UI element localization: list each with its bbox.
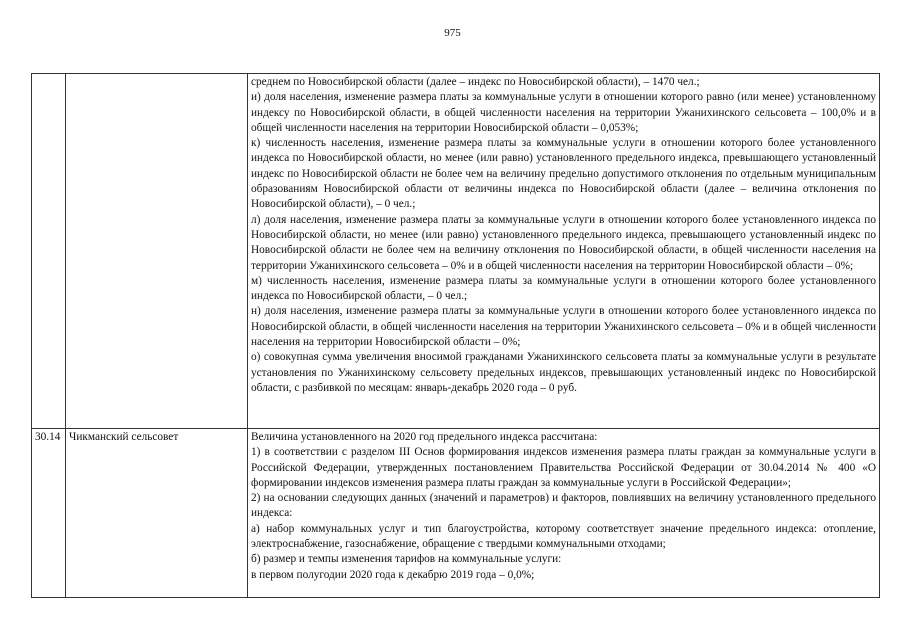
paragraph: 1) в соответствии с разделом III Основ формирования индексов изменения размера платы граждан за коммунальные услуги в Российской Федерации, утвержденных постановлением Правительства Российской Федерации от 30.04.2014 № 400 «О формировании индексов изменения размера платы граждан за коммунальные услуги в Российской Федерации»; bbox=[251, 446, 876, 489]
document-table bbox=[31, 73, 880, 598]
page-number: 975 bbox=[444, 27, 461, 39]
paragraph: и) доля населения, изменение размера платы за коммунальные услуги в отношении которого равно (или менее) установленному индексу по Новосибирской области, в общей численности населения на территории Ужанихинского сельсовета – 100,0% и в общей численности населения на территории Новосибирской области – 0,053%; bbox=[251, 91, 876, 134]
table-row bbox=[32, 429, 880, 598]
table-row bbox=[32, 74, 880, 429]
paragraph: в первом полугодии 2020 года к декабрю 2019 года – 0,0%; bbox=[251, 568, 535, 581]
municipality-name-cell bbox=[66, 74, 248, 429]
paragraph: м) численность населения, изменение размера платы за коммунальные услуги в отношении которого более установленного индекса по Новосибирской области, – 0 чел.; bbox=[251, 274, 876, 303]
paragraph: к) численность населения, изменение размера платы за коммунальные услуги в отношении которого более установленного индекса по Новосибирской области, но менее (или равно) установленного предельного индекса, превышающего установленный индекс по Новосибирской области не более чем на величину предельно допустимого отклонения по отдельным муниципальным образованиям Новосибирской области от величины индекса по Новосибирской области (далее – величина отклонения по Новосибирской области), – 0 чел.; bbox=[251, 137, 876, 211]
municipality-name-cell: Чикманский сельсовет bbox=[66, 429, 248, 598]
paragraph: Величина установленного на 2020 год предельного индекса рассчитана: bbox=[251, 431, 598, 443]
description-cell bbox=[248, 429, 880, 598]
paragraph: н) доля населения, изменение размера платы за коммунальные услуги в отношении которого более установленного индекса по Новосибирской области, в общей численности населения на территории Ужанихинского сельсовета – 0% и в общей численности населения на территории Новосибирской области – 0%; bbox=[251, 305, 876, 349]
paragraph: о) совокупная сумма увеличения вносимой гражданами Ужанихинского сельсовета платы за коммунальные услуги в результате установления по Ужанихинскому сельсовету предельных индексов, превышающих установленный индекс по Новосибирской области, с разбивкой по месяцам: январь-декабрь 2020 года – 0 руб. bbox=[251, 351, 876, 394]
paragraph: а) набор коммунальных услуг и тип благоустройства, которому соответствует значение предельного индекса: отопление, электроснабжение, газоснабжение, обращение с твердыми коммунальными отходами; bbox=[251, 522, 876, 551]
paragraph: среднем по Новосибирской области (далее – индекс по Новосибирской области), – 1470 чел.; bbox=[251, 76, 700, 88]
paragraph: б) размер и темпы изменения тарифов на коммунальные услуги: bbox=[251, 553, 562, 566]
paragraph: 2) на основании следующих данных (значений и параметров) и факторов, повлиявших на величину установленного предельного индекса: bbox=[251, 492, 876, 520]
paragraph: л) доля населения, изменение размера платы за коммунальные услуги в отношении которого более установленного индекса по Новосибирской области, но менее (или равно) установленного предельного индекса, превышающего установленный индекс по Новосибирской области не более чем на величину отклонения по Новосибирской области, в общей численности населения на территории Ужанихинского сельсовета – 0% и в общей численности населения на территории Новосибирской области – 0%; bbox=[251, 213, 876, 272]
description-cell bbox=[248, 74, 880, 429]
row-number-cell bbox=[32, 74, 66, 429]
row-number-cell: 30.14 bbox=[32, 429, 66, 598]
